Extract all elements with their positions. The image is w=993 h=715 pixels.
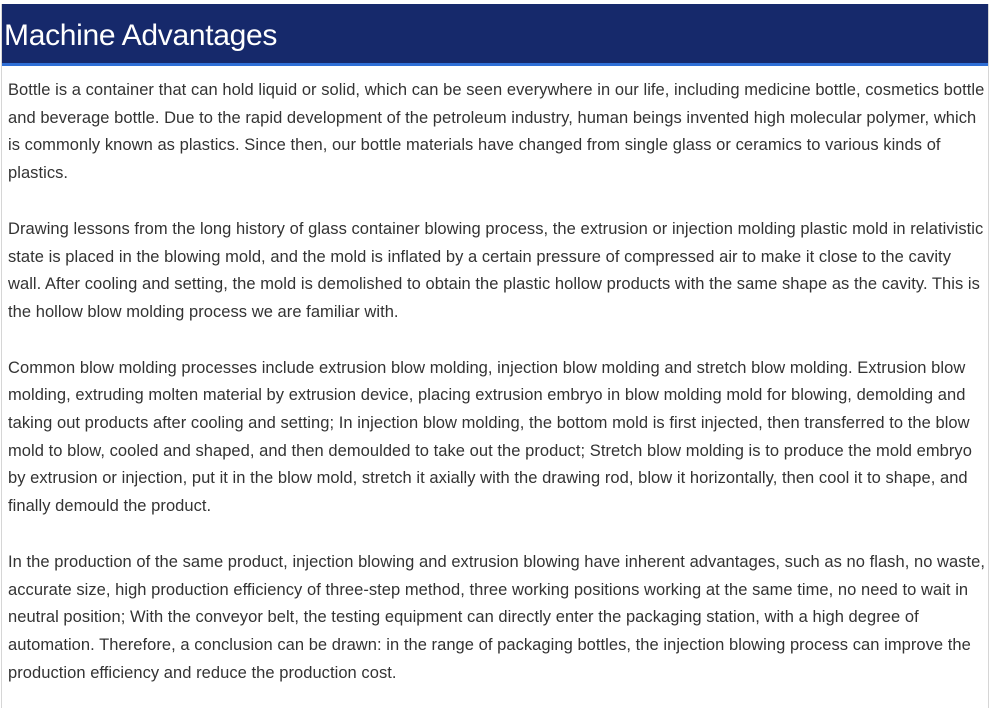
section-header [2,4,988,66]
section-title: Machine Advantages [4,19,278,52]
paragraph-hollow-blow-molding: Drawing lessons from the long history of glass container blowing process, the extrusion or injection molding plastic mold in relativistic state is placed in the blowing mold, and the mold is inflated by a certain pressure of compressed air to make it close to the cavity wall. After cooling and setting, the mold is demolished to obtain the plastic hollow products with the same shape as the cavity. This is the hollow blow molding process we are familiar with. [8,219,984,321]
article-body [8,77,988,715]
machine-advantages-panel [1,4,989,708]
paragraph-blow-molding-processes: Common blow molding processes include extrusion blow molding, injection blow molding and stretch blow molding. Extrusion blow molding, extruding molten material by extrusion device, placing extrusion embryo in blow molding mold for blowing, demolding and taking out products after cooling and setting; In injection blow molding, the bottom mold is first injected, then transferred to the blow mold to blow, cooled and shaped, and then demoulded to take out the product; Stretch blow molding is to produce the mold embryo by extrusion or injection, put it in the blow mold, stretch it axially with the drawing rod, blow it horizontally, then cool it to shape, and finally demould the product. [8,358,972,516]
paragraph-injection-blowing-advantages: In the production of the same product, injection blowing and extrusion blowing have inherent advantages, such as no flash, no waste, accurate size, high production efficiency of three-step method, three working positions working at the same time, no need to wait in neutral position; With the conveyor belt, the testing equipment can directly enter the packaging station, with a high degree of automation. Therefore, a conclusion can be drawn: in the range of packaging bottles, the injection blowing process can improve the production efficiency and reduce the production cost. [8,552,986,682]
paragraph-bottle-intro: Bottle is a container that can hold liquid or solid, which can be seen everywhere in our life, including medicine bottle, cosmetics bottle and beverage bottle. Due to the rapid development of the petroleum industry, human beings invented high molecular polymer, which is commonly known as plastics. Since then, our bottle materials have changed from single glass or ceramics to various kinds of plastics. [8,81,985,183]
